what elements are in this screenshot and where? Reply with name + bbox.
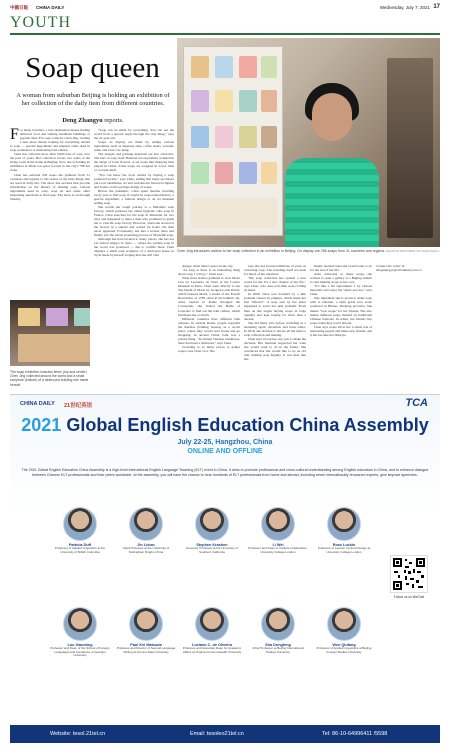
paragraph: Chen says soaps allow her to meet lots of interesting people and make new friends, and it has become her lifestyle. (310, 324, 372, 337)
soap-item (18, 334, 90, 362)
advertisement (10, 394, 440, 742)
speaker-name: Luciano C. de Oliveira (192, 643, 232, 647)
soap-item (239, 90, 257, 112)
paragraph: "As long as there is an interesting thing about soap, I will go," Chen says. (178, 268, 240, 277)
speaker-card (50, 507, 110, 554)
soap-item (191, 56, 209, 78)
speaker-avatar (195, 607, 229, 641)
article-byline (12, 117, 174, 124)
byline-name: Deng Zhangyu (62, 117, 103, 124)
speaker-card (50, 607, 110, 658)
paragraph: Chen has selected 256 soaps she gathered from 31 countries and regions to tell stories of the little things that are used in daily life. The show has sections that provide information on the history of making soap, various ingredients used in soap, soap art and some other interesting anecdotes to find soap. The show is on through Sunday. (10, 172, 90, 201)
soap-item (261, 162, 277, 184)
paragraph: Aleppo when there's peace in the city. (182, 264, 234, 268)
paragraph: One ingredient she is proud to make soap with is bauxian, a light grade iron stone produced in Hunan, Zhejiang province. She makes "love soaps" for her friends. She also makes different soaps themed on traditional Chinese festivals. In return, her friends buy soaps when they travel abroad. (310, 296, 372, 325)
paragraph: The designs and packing materials are also attractive. The bars of soap from Thailand are exquisitely sculpted in the shape of lotus flowers. A set looks like mahjong tiles played in China. Some soaps are wrapped in wood, bark or coconut shell. (94, 152, 174, 173)
soap-item (18, 308, 40, 326)
article-column-2 (94, 128, 174, 392)
footer-website[interactable]: Website: tesol.21tel.cn (50, 731, 106, 737)
speaker-name: Li Wei (272, 543, 284, 547)
soap-item (191, 126, 209, 148)
speaker-role: Professor of Learner Centred Design at University College London (317, 546, 371, 554)
soap-item (239, 126, 257, 148)
speaker-avatar (129, 607, 163, 641)
paragraph: In 2009, Chen was troubled by a skin problem caused by pimples, which made her feel "inferior". A soap sent by her sister happened to solve her skin problem. From then on she began buying soaps in large quantity and kept buying for more than a decade. (244, 292, 306, 321)
writer-contact: Contact the writer at dengzhangyu@chinadaily.com.cn (376, 264, 422, 273)
speaker-role: Professor of Applied Linguistics at the University of British Columbia (54, 546, 106, 554)
paragraph: What most visitors gathered to view Mona Lisa by Leonardo da Vinci at the Louvre Museum in Paris, Chen went directly to see The Death of Marat by Jacques-Louis David, which features Marat, a leader of the French Revolution of 1789, dead in his bathtub. Or, when tourists in Rome thronged the Colosseum, she visited the Baths of Caracalla to find out the bath culture, which fascinates her so much. (178, 276, 240, 317)
article-headline: Soap queen (25, 52, 160, 84)
speaker-name: Stephen Krashen (196, 543, 228, 547)
ad-logo-tca: TCA (405, 397, 428, 409)
paragraph: Traveling to so many places to gather soaps costs Chen a lot. She (178, 344, 240, 353)
soap-item (215, 90, 233, 112)
speaker-avatar (261, 607, 295, 641)
soap-item (215, 56, 233, 78)
speaker-card (314, 607, 374, 654)
speaker-avatar (63, 507, 97, 541)
speaker-card (248, 607, 308, 654)
paragraph: Soaps on display are made by adding various ingredients, such as Japanese sake, coffee beans, volcanic ashes and even cow dung. (94, 140, 174, 153)
main-photo-caption (177, 249, 440, 253)
article-deck: A woman from suburban Beijing is holding an exhibition of her collection of the daily item from different countries. (16, 92, 170, 107)
background-wall (387, 58, 433, 238)
speaker-card (116, 607, 176, 654)
speaker-role: Professor of Applied Linguistics at Beijing Foreign Studies University (316, 646, 372, 654)
speaker-avatar (327, 507, 361, 541)
paragraph: "It's like a lab experiment. I try various materials and enjoy the whole process," says Chen. (310, 284, 372, 297)
speaker-role: Professor and Associate Dean for Academic Affairs at Virginia Commonwealth University (182, 646, 242, 654)
article-column-3 (178, 264, 240, 392)
soap-item (191, 162, 209, 184)
speaker-name: Rose Luckin (332, 543, 356, 547)
caption-text: Chen Jing introduces visitors to her soap collection in an exhibition in Beijing. On display are 256 soaps from 31 countries and regions. (177, 249, 386, 253)
soap-item (215, 162, 233, 184)
page-number: 17 (433, 4, 440, 10)
paragraph: "You can know the local culture by buying a soap produced locally," says Chen, adding that many producers put local landmarks, art and well-known historical figures and events on the package design of soaps. (94, 172, 174, 189)
soap-item (74, 308, 90, 326)
paragraph: She did many jobs before, including as a modeling agent, advertiser and book editor. In 2016, she decided to devote all her time to soap collection and making. (244, 320, 306, 337)
newspaper-logo: 中國日報 (10, 5, 28, 10)
speaker-avatar (129, 507, 163, 541)
paragraph: Different countries have different bath cultures. In ancient Rome, people regarded the thermae (bathing houses) as a social place, where they would read books and go shopping. In ancient China, bath was a private thing. "In ancient Chinese residences, there had been a bathroom," says Chen. (178, 316, 240, 345)
newspaper-name: CHINA DAILY (36, 5, 65, 10)
person-face (312, 93, 352, 141)
speaker-name: Paul Kei Matsuda (130, 643, 162, 647)
speaker-name: Sha Dongfeng (265, 643, 291, 647)
speaker-card (182, 607, 242, 654)
ad-date: July 22-25, Hangzhou, China (177, 439, 273, 446)
speaker-role: Professor and Director of Second Language Writing at Arizona State University (116, 646, 176, 654)
soap-exhibit-photo (10, 300, 90, 366)
speaker-card (116, 507, 176, 554)
ad-body: The 2021 Global English Education China Assembly is a high-level international English Language Teaching (ELT) event in China. It aims to promote professional and cross-cultural understanding among English educators in China, and to enhance dialogue between Chinese ELT professionals and their peers worldwide. At the assembly, you will have the chance to hear hundreds of ELT professionals from home and abroad, including seven internationally renowned experts, give keynote speeches. (21, 468, 429, 477)
paragraph: or many travelers, a new destination means finding delicious food and visiting landmark buildings or popular sites. For soap collector Chen Jing, visiting a new place means looking for everything related to soap — special ingredients and unusual crafts used in soap production or interesting bath culture. (10, 128, 90, 153)
page-header (10, 4, 440, 14)
person-shirt (285, 158, 379, 247)
soap-item (261, 126, 277, 148)
paragraph: Before the pandemic, Chen spent months traveling every year to find soap. It would be soap-related history, a special ingredient, a famous design or an art museum selling soap. (94, 188, 174, 205)
speaker-role: Chief Professor at the University of Nottingham Ningbo China (122, 546, 170, 554)
speaker-card (248, 507, 308, 554)
speaker-role: Professor and Dean of Institute of Education, University College London (248, 546, 308, 554)
soap-item (239, 56, 257, 78)
soap-item (46, 308, 68, 326)
byline-suffix: reports. (104, 117, 124, 124)
ad-logo-21st: 21世纪英语 (64, 403, 93, 409)
section-divider (10, 33, 440, 35)
article-column-1 (10, 128, 90, 298)
ad-title-text: Global English Education China Assembly (66, 415, 429, 435)
footer-email[interactable]: Email: tesoleo21tel.cn (190, 731, 244, 737)
drop-cap: F (10, 128, 19, 143)
paragraph: Although she had traveled to many places, she has not yet visited Aleppo in Syria — where the earliest soap in the world was produced — due to conflict there. Chen displays a small soap sculpture of a destroyed house in Syria made by herself, hoping that she will visit (94, 237, 174, 258)
soap-item (191, 90, 209, 112)
speaker-avatar (327, 607, 361, 641)
footer-tel: Tel: 86-10-64996411 /5598 (322, 731, 388, 737)
photo-credit: PHOTOS PROVIDED TO CHINA DAILY (386, 249, 440, 253)
soap-item (239, 162, 257, 184)
speaker-avatar (63, 607, 97, 641)
page-date: Wednesday, July 7, 2021 (379, 5, 430, 10)
paragraph: Chen has collected more than 3,000 bars of soap over the past 11 years. Her collection covers two walls of the living room in her home in Beijing. Now, she is holding an exhibition at Mosh Gu space located in the city's 798 Art Zone. (10, 152, 90, 173)
ad-logo-chinadaily: CHINA DAILY (20, 401, 55, 407)
article-column-4 (244, 264, 306, 392)
main-photo (177, 38, 440, 247)
speaker-name: Patricia Duff (68, 543, 92, 547)
soap-item (261, 90, 277, 112)
qr-label: Follow us on WeChat (393, 595, 425, 599)
soap-item (215, 126, 233, 148)
ad-mode: ONLINE AND OFFLINE (187, 448, 263, 455)
qr-code-icon (391, 556, 427, 592)
ad-footer (10, 725, 440, 743)
speaker-name: Luo Xiaoming (67, 643, 93, 647)
article-column-5 (310, 264, 372, 392)
paragraph: says she has invested millions of yuan on collecting soap. The traveling itself accounts for much of her expenses. (244, 264, 306, 277)
paragraph: She recalls her tough journey to a Marseille soap factory, which produces the oldest hygienic cube soap in France. Chen searched for the soap in Marseille for two days and happened to meet a man who promised to guide her to visit the soap factory. However, when she arrived at the factory in a suburb and waited for hours, the man never appeared. Fortunately, she met a worker there and finally saw the whole producing process of Marseille soap. (94, 204, 174, 238)
paragraph: "Soap can be made by everything. You can see the world from a special angle through the tiny thing," says the 41-year-old. (94, 128, 174, 141)
ad-title-year: 2021 (21, 415, 62, 435)
paragraph: finally decided what she would want to do for the rest of her life. (310, 264, 372, 273)
speaker-name: Wen Qiufang (332, 643, 356, 647)
paragraph: After collecting so many soaps, she wanted to open a gallery at a Beijing suburb to start making soaps as her own. (310, 272, 372, 285)
paragraph: "My soap collection has opened a new world for me. It's a new chapter of my life," says Chen, who does part-time soap-crafting by hand. (244, 276, 306, 293)
speaker-name: Jin Lixian (137, 543, 155, 547)
soap-item (261, 56, 277, 78)
section-title: YOUTH (10, 14, 71, 31)
display-drawer (191, 198, 277, 228)
ad-title (10, 415, 440, 436)
speaker-avatar (195, 507, 229, 541)
speaker-role: Professor and Dean of the School of Foreign Languages and Literatures of Guangxi University (50, 646, 110, 658)
speaker-card (182, 507, 242, 554)
speaker-role: Honorary Professor at the University of Southern California (186, 546, 238, 554)
small-photo-caption: The soap exhibition includes items (top and center) Chen Jing collected around the world and a small sculpture (bottom) of a destroyed building she made herself. (10, 370, 89, 387)
speaker-role: Chief Professor at Beijing International Studies University (252, 646, 304, 654)
speaker-card (314, 507, 374, 554)
paragraph: Chen says it took her one year to make the decision. Her husband supported her what she would want to do in the future. She convinced that she would like to be an old lady making soap happily. It was then that she (244, 336, 306, 362)
qr-code[interactable] (390, 555, 428, 593)
speaker-avatar (261, 507, 295, 541)
